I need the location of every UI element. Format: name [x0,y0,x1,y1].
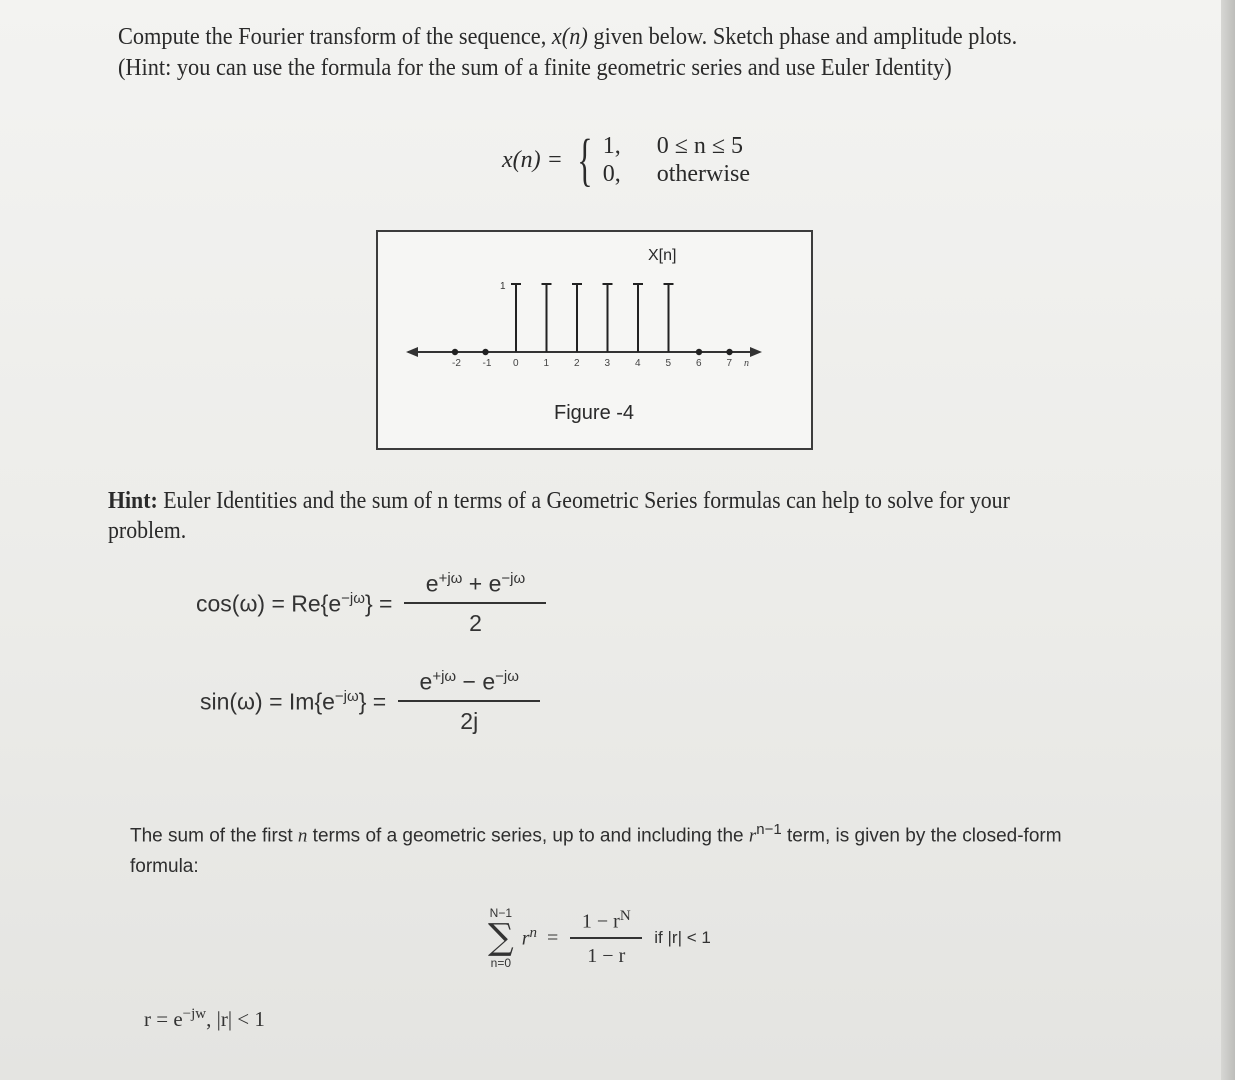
sum-denominator: 1 − r [570,937,642,968]
geometric-sum-formula [488,898,711,978]
x-tick-label: 3 [604,358,611,369]
x-tick-label: 2 [574,358,580,369]
x-axis-label: n [744,358,749,369]
zero-point [726,349,732,355]
left-brace: { [577,127,593,192]
problem-text-end: given below. Sketch phase and amplitude plots. [587,24,1018,50]
sin-lhs: $\sin(\omega) = Im\{e^{-j\omega}\}$ = [200,687,387,715]
r-definition: $r = e^{-jw}$, |r| < 1 [144,1006,265,1031]
cos-denominator: 2 [404,602,546,637]
problem-text: Compute the Fourier transform of the sequence, [118,24,552,50]
sum-fraction [570,908,642,969]
figure-4 [376,230,813,450]
problem-statement [118,22,1104,84]
x-axis-right-arrow [750,347,762,357]
sum-equals: = [547,926,559,949]
case1-value: 1, [602,133,621,159]
sum-lower-limit: n=0 [490,956,512,970]
sigma-symbol: ∑ [488,917,514,958]
sin-fraction [398,668,540,735]
sum-term: $r^n$ [521,925,537,950]
sin-numerator: $e^{+j\omega} - e^{-j\omega}$ [419,668,519,695]
problem-line-2: (Hint: you can use the formula for the sum of a finite geometric series and use Euler Identity) [118,55,952,81]
x-tick-label: 0 [513,358,519,369]
x-tick-label: -1 [482,358,492,369]
hint-text: Euler Identities and the sum of n terms of a Geometric Series formulas can help to solve for your problem. [108,488,1010,544]
page-edge [1221,0,1235,1080]
sin-denominator: 2j [398,700,540,735]
sum-numerator: $1 - r^N$ [581,907,631,933]
geometric-series-text: The sum of the first n terms of a geometric series, up to and including the $r^{n-1}$ term, is given by the closed-form formula: [130,821,1062,878]
x-tick-label: 5 [665,358,672,369]
x-tick-label: 4 [635,358,641,369]
case1-condition: 0 ≤ n ≤ 5 [656,133,744,159]
cos-fraction [404,570,546,637]
x-axis-left-arrow [406,347,418,357]
zero-point [482,349,488,355]
zero-point [696,349,702,355]
figure-title: X[n] [648,247,677,264]
x-tick-label: -2 [452,358,461,369]
sum-upper-limit: N−1 [489,906,513,920]
y-tick-label: 1 [500,281,506,292]
hint-label: Hint: [108,488,158,514]
summation [488,906,514,970]
cos-numerator: $e^{+j\omega} + e^{-j\omega}$ [425,570,526,597]
zero-point [452,349,458,355]
definition-lhs: x(n) = [502,146,563,173]
problem-line-1 [118,22,1104,53]
sum-condition: if |r| < 1 [654,928,711,947]
figure-caption: Figure -4 [554,402,635,424]
cos-identity [196,570,546,637]
definition-cases [603,132,750,188]
x-tick-label: 1 [543,358,550,369]
sin-identity [200,668,540,735]
case2-condition: otherwise [656,161,750,187]
problem-variable: x(n) [551,24,588,50]
x-tick-label: 6 [696,358,702,369]
x-tick-label: 7 [726,358,733,369]
sequence-definition [502,127,750,192]
cos-lhs: $\cos(\omega) = Re\{e^{-j\omega}\}$ = [196,589,393,617]
case2-value: 0, [602,161,621,187]
hint-paragraph [108,486,1091,546]
